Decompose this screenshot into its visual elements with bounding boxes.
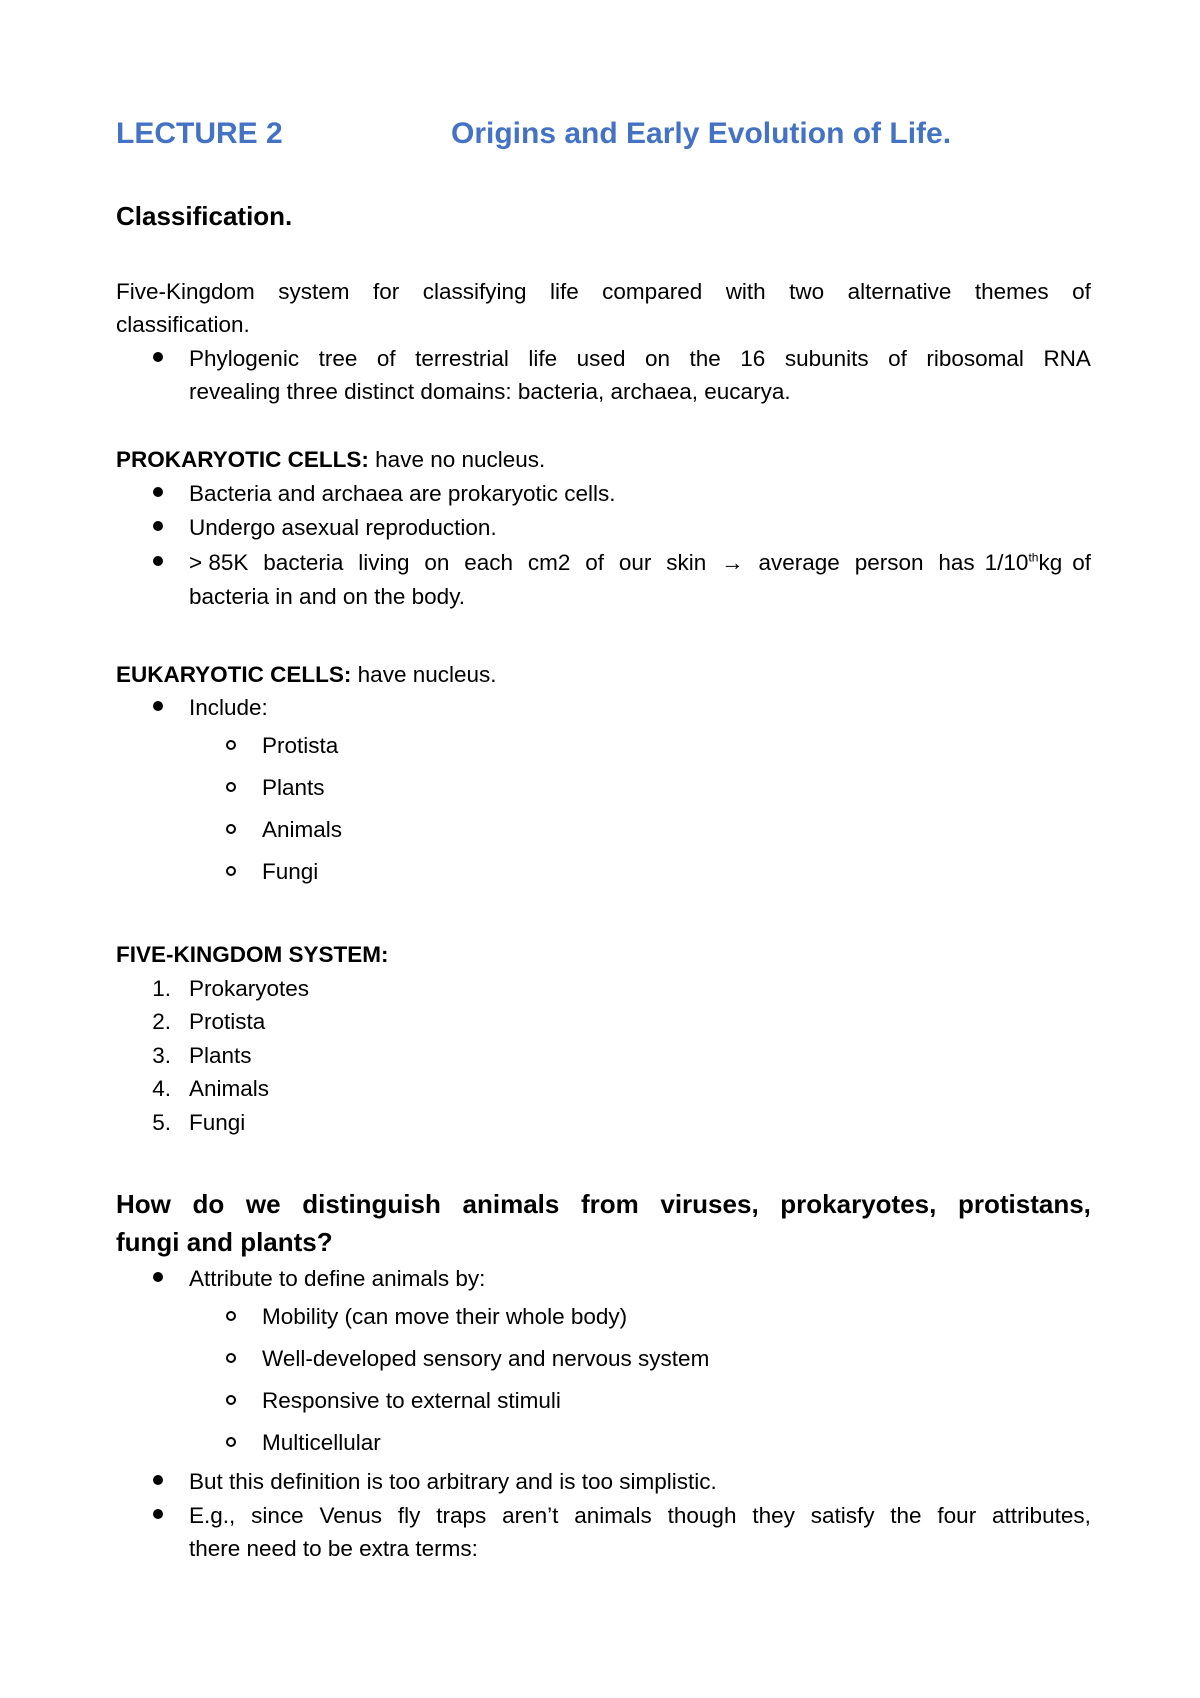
word: skin [666,550,707,575]
attribute-subitem: Well-developed sensory and nervous system [262,1346,710,1371]
eukaryotic-subitem: Plants [262,775,325,800]
word: from [580,1189,639,1219]
word: 16 [740,346,766,371]
word: How [116,1189,171,1219]
word: has [938,550,975,575]
word: traps [436,1503,487,1528]
word: cm2 [527,550,571,575]
word: they [752,1503,795,1528]
word: animals [462,1189,560,1219]
prokaryotic-bullet-3-line1 [189,549,1091,577]
word: viruses, [660,1189,759,1219]
word: classifying [422,279,527,304]
bullet-dot [153,1509,163,1519]
attribute-subitem: Mobility (can move their whole body) [262,1304,628,1329]
word: distinguish [302,1189,441,1219]
word: system [278,279,350,304]
word: our [618,550,652,575]
word: life [549,279,579,304]
word: tree [318,346,358,371]
eukaryotic-line [116,661,497,689]
prokaryotic-line [116,446,545,474]
word: satisfy [810,1503,875,1528]
venus-bullet-line1 [189,1502,1091,1530]
bacteria-count-words [189,549,975,577]
sub-bullet-circle [226,740,236,750]
phylogenic-bullet-line2: revealing three distinct domains: bacteria, archaea, eucarya. [189,379,791,404]
word: two [789,279,825,304]
word: of [1072,279,1091,304]
word: protistans, [958,1189,1091,1219]
venus-bullet-line2: there need to be extra terms: [189,1536,478,1561]
attribute-bullet: Attribute to define animals by: [189,1266,486,1291]
bullet-dot [153,556,163,566]
word: terrestrial [415,346,509,371]
word: subunits [784,346,869,371]
sub-bullet-circle [226,1437,236,1447]
kingdom-item: Plants [189,1043,252,1068]
word: Five-Kingdom [116,279,255,304]
list-number: 4. [152,1076,171,1101]
word: of [888,346,907,371]
five-kingdom-label: FIVE-KINGDOM SYSTEM: [116,942,389,967]
eukaryotic-include: Include: [189,695,268,720]
sub-bullet-circle [226,1353,236,1363]
word: attributes, [992,1503,1091,1528]
list-number: 1. [152,976,171,1001]
eukaryotic-subitem: Protista [262,733,339,758]
word: on [424,550,450,575]
sub-bullet-circle [226,866,236,876]
sub-bullet-circle [226,824,236,834]
sub-bullet-circle [226,1395,236,1405]
word: life [528,346,558,371]
prokaryotic-bullet-3-line2: bacteria in and on the body. [189,584,466,609]
lecture-title: Origins and Early Evolution of Life. [451,117,952,150]
word: aren’t [502,1503,559,1528]
word: though [667,1503,737,1528]
word: bacteria [263,550,344,575]
classification-heading: Classification. [116,201,293,231]
classification-paragraph-line1 [116,278,1091,306]
sub-bullet-circle [226,1311,236,1321]
definition-bullet: But this definition is too arbitrary and is too simplistic. [189,1469,717,1494]
list-number: 3. [152,1043,171,1068]
eukaryotic-subitem: Animals [262,817,343,842]
word: Venus [319,1503,383,1528]
word: used [576,346,626,371]
bullet-dot [153,521,163,531]
attribute-subitem: Responsive to external stimuli [262,1388,561,1413]
word: of [376,346,396,371]
word: RNA [1043,346,1091,371]
bullet-dot [153,352,163,362]
eukaryotic-subitem: Fungi [262,859,319,884]
kingdom-item: Fungi [189,1110,246,1135]
word: fly [397,1503,421,1528]
sub-bullet-circle [226,782,236,792]
word: Phylogenic [189,346,300,371]
bullet-dot [153,1475,163,1485]
lecture-number: LECTURE 2 [116,117,283,150]
word: of [585,550,605,575]
word: E.g., [189,1503,236,1528]
prokaryotic-text: have no nucleus. [368,447,546,472]
distinguish-heading-line1 [116,1188,1091,1220]
word: four [937,1503,977,1528]
word: alternative [847,279,952,304]
prokaryotic-bullet-1: Bacteria and archaea are prokaryotic cells. [189,481,616,506]
kingdom-item: Animals [189,1076,270,1101]
last-word: of [1072,550,1091,575]
kingdom-item: Prokaryotes [189,976,310,1001]
bullet-dot [153,487,163,497]
attribute-subitem: Multicellular [262,1430,381,1455]
word: for [372,279,400,304]
word: average [758,550,840,575]
prokaryotic-label: PROKARYOTIC CELLS: [116,447,369,472]
word: living [358,550,410,575]
fraction-text: 1/10thkg [984,550,1063,575]
phylogenic-bullet-line1 [189,345,1091,373]
word: person [854,550,924,575]
word: ribosomal [926,346,1024,371]
distinguish-heading-line2: fungi and plants? [116,1227,333,1257]
word: on [644,346,670,371]
word: since [251,1503,304,1528]
word: the [689,346,721,371]
eukaryotic-label: EUKARYOTIC CELLS: [116,662,352,687]
list-number: 5. [152,1110,171,1135]
word: the [890,1503,922,1528]
bullet-dot [153,701,163,711]
word: each [464,550,514,575]
eukaryotic-text: have nucleus. [351,662,497,687]
list-number: 2. [152,1009,171,1034]
word: animals [574,1503,652,1528]
word: → [721,550,744,575]
prokaryotic-bullet-2: Undergo asexual reproduction. [189,515,497,540]
word: > 85K [189,550,249,575]
word: themes [974,279,1049,304]
word: with [725,279,766,304]
word: we [245,1189,281,1219]
word: do [192,1189,225,1219]
word: compared [602,279,703,304]
kingdom-item: Protista [189,1009,266,1034]
classification-paragraph-line2: classification. [116,312,250,337]
word: prokaryotes, [780,1189,937,1219]
bullet-dot [153,1272,163,1282]
